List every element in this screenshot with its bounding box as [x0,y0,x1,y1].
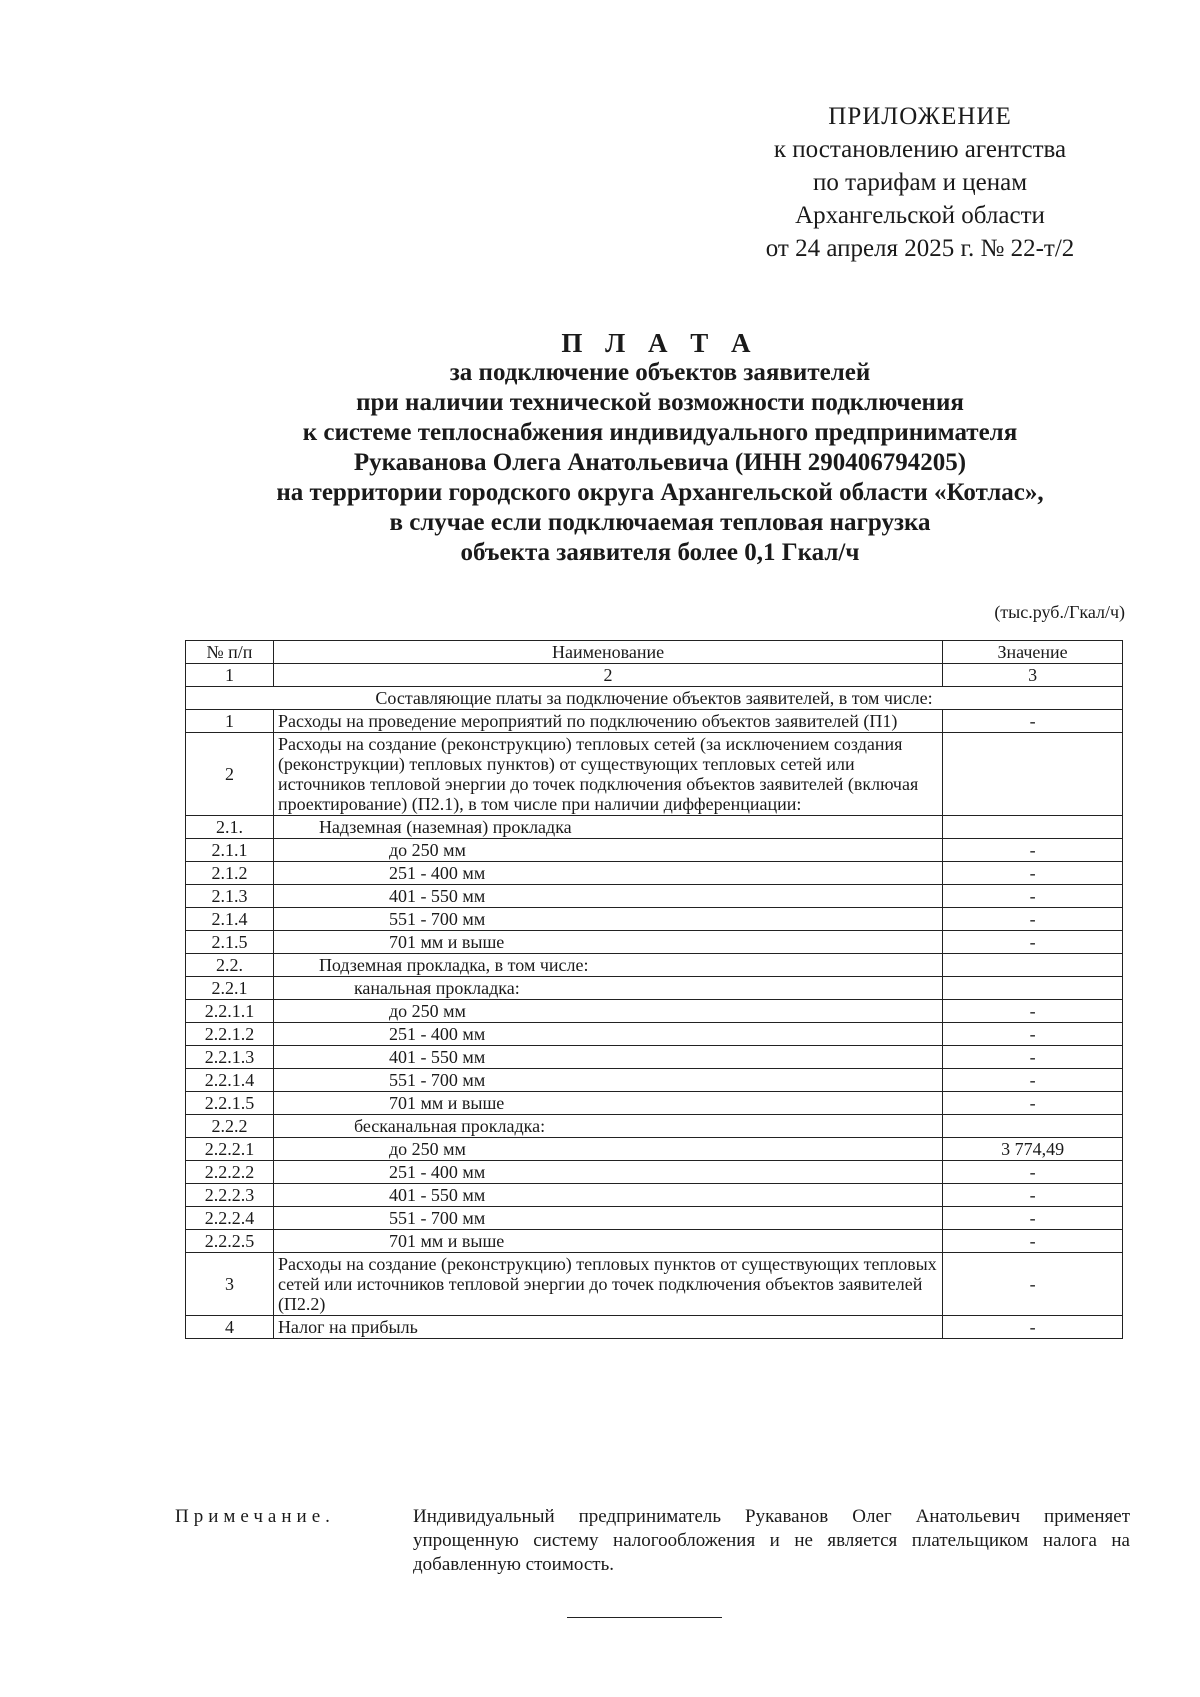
table-row [186,839,1123,862]
row-name: Расходы на создание (реконструкцию) тепловых сетей (за исключением создания (реконструкции) тепловых пунктов) от существующих тепловых сетей или источников тепловой энергии до точек подключения объектов заявителей (включая проектирование) (П2.1), в том числе при наличии дифференциации: [273,733,942,816]
title-line: к системе теплоснабжения индивидуального предпринимателя [302,419,1018,446]
column-number-row [186,664,1123,687]
row-value [943,816,1123,839]
row-value [943,1115,1123,1138]
table-row [186,1069,1123,1092]
row-value: - [943,931,1123,954]
row-value: - [943,1230,1123,1253]
appendix-line: по тарифам и ценам [812,169,1028,196]
column-number: 2 [273,664,942,687]
row-number: 2.2.2.1 [186,1138,274,1161]
table-row [186,885,1123,908]
title-main: П Л А Т А [561,328,759,358]
row-value: - [943,1069,1123,1092]
header-value: Значение [943,641,1123,664]
row-number: 1 [186,710,274,733]
row-value: - [943,839,1123,862]
table-row [186,977,1123,1000]
appendix-heading: ПРИЛОЖЕНИЕ [828,103,1012,130]
row-value: - [943,862,1123,885]
row-number: 2.2.2.4 [186,1207,274,1230]
row-value [943,954,1123,977]
table-row [186,1046,1123,1069]
table-row [186,1184,1123,1207]
row-name: 401 - 550 мм [273,885,942,908]
row-value: - [943,885,1123,908]
table-row [186,1115,1123,1138]
title-line: Рукаванова Олега Анатольевича (ИНН 290406794205) [353,449,967,476]
table-row [186,1230,1123,1253]
header-number: № п/п [186,641,274,664]
table-row [186,1023,1123,1046]
row-name: Расходы на проведение мероприятий по подключению объектов заявителей (П1) [273,710,942,733]
row-value: - [943,710,1123,733]
note-text: Индивидуальный предприниматель Рукаванов Олег Анатольевич применяет упрощенную систему налогообложения и не является плательщиком налога на добавленную стоимость. [413,1506,1130,1575]
row-value: - [943,908,1123,931]
appendix-line: Архангельской области [795,202,1045,229]
row-name: 251 - 400 мм [273,1161,942,1184]
row-number: 2.2. [186,954,274,977]
row-value: - [943,1253,1123,1316]
column-number: 1 [186,664,274,687]
row-name: 551 - 700 мм [273,1207,942,1230]
row-name: до 250 мм [273,1138,942,1161]
row-value: 3 774,49 [943,1138,1123,1161]
row-name: 701 мм и выше [273,1230,942,1253]
row-number: 2.1. [186,816,274,839]
row-value: - [943,1023,1123,1046]
table-row [186,908,1123,931]
title-line: объекта заявителя более 0,1 Гкал/ч [460,539,860,566]
row-number: 2.2.2.3 [186,1184,274,1207]
column-number: 3 [943,664,1123,687]
document-title [150,328,1170,568]
note-block [175,1505,1130,1577]
table-row [186,710,1123,733]
row-number: 4 [186,1316,274,1339]
row-number: 2.2.1 [186,977,274,1000]
row-value: - [943,1046,1123,1069]
table-row [186,816,1123,839]
section-row [186,687,1123,710]
row-value: - [943,1161,1123,1184]
title-line: в случае если подключаемая тепловая нагрузка [389,509,931,536]
unit-label: (тыс.руб./Гкал/ч) [994,602,1125,622]
appendix-block [700,100,1140,265]
row-number: 2.2.2.5 [186,1230,274,1253]
row-name: канальная прокладка: [273,977,942,1000]
title-line: на территории городского округа Архангельской области «Котлас», [276,479,1044,506]
row-number: 2.1.4 [186,908,274,931]
row-number: 2.1.3 [186,885,274,908]
row-name: 701 мм и выше [273,931,942,954]
section-label: Составляющие платы за подключение объектов заявителей, в том числе: [186,687,1123,710]
row-name: 701 мм и выше [273,1092,942,1115]
row-name: Налог на прибыль [273,1316,942,1339]
row-name: 251 - 400 мм [273,862,942,885]
row-number: 2.2.1.4 [186,1069,274,1092]
appendix-line: от 24 апреля 2025 г. № 22-т/2 [765,235,1075,262]
row-number: 2.2.1.1 [186,1000,274,1023]
row-name: 251 - 400 мм [273,1023,942,1046]
title-line: за подключение объектов заявителей [449,359,871,386]
row-value: - [943,1000,1123,1023]
row-name: 551 - 700 мм [273,908,942,931]
row-number: 2.2.1.2 [186,1023,274,1046]
table-row [186,1253,1123,1316]
row-name: до 250 мм [273,839,942,862]
table-row [186,733,1123,816]
title-line: при наличии технической возможности подключения [356,389,964,416]
row-value: - [943,1207,1123,1230]
table-row [186,1000,1123,1023]
table-row [186,862,1123,885]
table-header-row [186,641,1123,664]
row-name: бесканальная прокладка: [273,1115,942,1138]
row-name: 551 - 700 мм [273,1069,942,1092]
table-row [186,1316,1123,1339]
row-value: - [943,1184,1123,1207]
row-number: 2.2.1.5 [186,1092,274,1115]
row-value [943,733,1123,816]
row-name: до 250 мм [273,1000,942,1023]
header-name: Наименование [273,641,942,664]
table-row [186,1207,1123,1230]
row-name: 401 - 550 мм [273,1046,942,1069]
row-value: - [943,1316,1123,1339]
fee-table [185,640,1123,1339]
row-name: Подземная прокладка, в том числе: [273,954,942,977]
row-number: 2.1.1 [186,839,274,862]
row-number: 2.2.1.3 [186,1046,274,1069]
row-name: Надземная (наземная) прокладка [273,816,942,839]
table-row [186,1092,1123,1115]
table-row [186,931,1123,954]
note-label: Примечание. [175,1506,335,1527]
row-number: 2.1.2 [186,862,274,885]
row-number: 2.2.2 [186,1115,274,1138]
row-name: 401 - 550 мм [273,1184,942,1207]
row-value [943,977,1123,1000]
table-row [186,954,1123,977]
row-number: 2.1.5 [186,931,274,954]
table-row [186,1161,1123,1184]
row-name: Расходы на создание (реконструкцию) тепловых пунктов от существующих тепловых сетей или источников тепловой энергии до точек подключения объектов заявителей (П2.2) [273,1253,942,1316]
table-row [186,1138,1123,1161]
row-number: 2 [186,733,274,816]
row-number: 2.2.2.2 [186,1161,274,1184]
row-value: - [943,1092,1123,1115]
appendix-line: к постановлению агентства [773,136,1067,163]
row-number: 3 [186,1253,274,1316]
end-divider [567,1617,722,1618]
